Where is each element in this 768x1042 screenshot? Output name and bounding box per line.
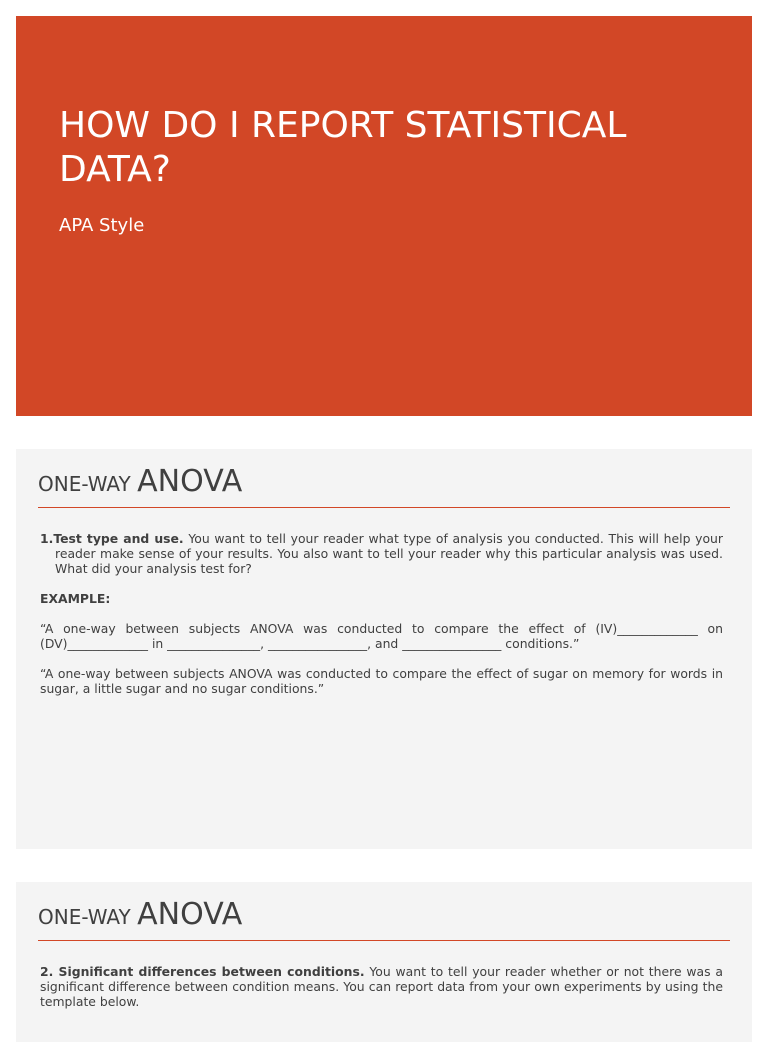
slide-title-big: ANOVA: [137, 897, 243, 932]
item-heading: Significant differences between conditions.: [53, 964, 365, 979]
item-number: 1.: [40, 531, 54, 546]
slide-title-small: ONE-WAY: [38, 472, 138, 496]
item-text: You want to tell your reader whether or not there was a significant difference between condition means. You can report data from your own experiments by using the template below.: [40, 964, 723, 1009]
title-slide: [16, 16, 752, 416]
presentation-subtitle: APA Style: [59, 215, 145, 236]
title-divider: [38, 507, 730, 508]
presentation-title: HOW DO I REPORT STATISTICAL DATA?: [59, 105, 627, 190]
slide-title-small: ONE-WAY: [38, 905, 138, 929]
example-label: EXAMPLE:: [40, 591, 111, 606]
example-sentence: “A one-way between subjects ANOVA was conducted to compare the effect of sugar on memory for words in sugar, a little sugar and no sugar conditions.”: [40, 666, 723, 696]
item-heading: Test type and use.: [53, 531, 184, 546]
slide-one-way-anova-1: [16, 449, 752, 849]
slide-title-big: ANOVA: [137, 464, 243, 499]
slide-title: [38, 896, 242, 936]
slide-one-way-anova-2: [16, 882, 752, 1042]
item-text: You want to tell your reader what type of analysis you conducted. This will help your reader make sense of your results. You also want to tell your reader why this particular analysis was used. What did your analysis test for?: [55, 531, 723, 576]
slide-body: [40, 531, 723, 696]
slide-title: [38, 463, 242, 503]
list-item: [40, 531, 723, 576]
item-number: 2.: [40, 964, 54, 979]
template-sentence: “A one-way between subjects ANOVA was conducted to compare the effect of (IV)_____________ on (DV)_____________ in _______________, ________________, and ________________ conditions.”: [40, 621, 723, 651]
list-item: [40, 964, 723, 1009]
title-divider: [38, 940, 730, 941]
slide-body: [40, 964, 723, 1009]
